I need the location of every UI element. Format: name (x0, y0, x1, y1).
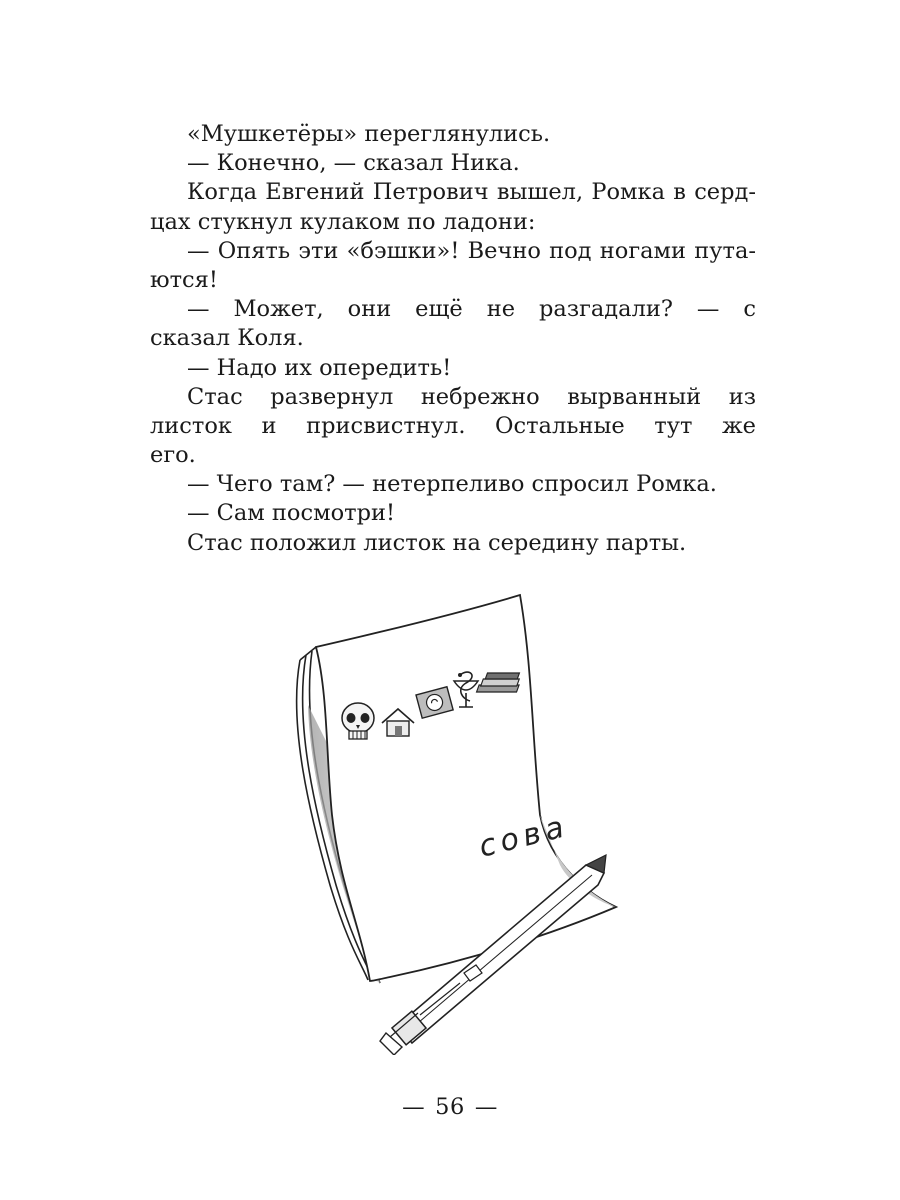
text-line-8: сказал Коля. (150, 325, 304, 352)
text-line-12: его. (150, 442, 196, 469)
handwritten-word: сова (475, 808, 573, 865)
text-line-2: — Конечно, — сказал Ника. (187, 150, 520, 177)
page-number-dash-left: — (402, 1094, 426, 1120)
text-line-3: Когда Евгений Петрович вышел, Ромка в серд- (187, 179, 756, 206)
text-line-4: цах стукнул кулаком по ладони: (150, 208, 536, 235)
body-text (150, 120, 756, 558)
text-line-10: Стас развернул небрежно вырванный из (187, 383, 756, 410)
text-line-13: — Чего там? — нетерпеливо спросил Ромка. (187, 471, 717, 498)
text-line-15: Стас положил листок на середину парты. (187, 529, 687, 556)
text-line-14: — Сам посмотри! (187, 500, 396, 527)
text-line-9: — Надо их опередить! (187, 354, 452, 381)
notebook-sheet-illustration (270, 585, 650, 1055)
sheet-outline (316, 595, 616, 981)
text-line-6: ются! (150, 266, 218, 293)
text-line-5: — Опять эти «бэшки»! Вечно под ногами пута- (187, 237, 756, 264)
text-line-1: «Мушкетёры» переглянулись. (187, 121, 551, 147)
page-footer (0, 1094, 900, 1120)
text-line-7: — Может, они ещё не разгадали? — с (187, 296, 756, 323)
text-line-11: листок и присвистнул. Остальные тут же (150, 412, 756, 439)
page-number: 56 (435, 1094, 465, 1120)
page-number-dash-right: — (474, 1094, 498, 1120)
